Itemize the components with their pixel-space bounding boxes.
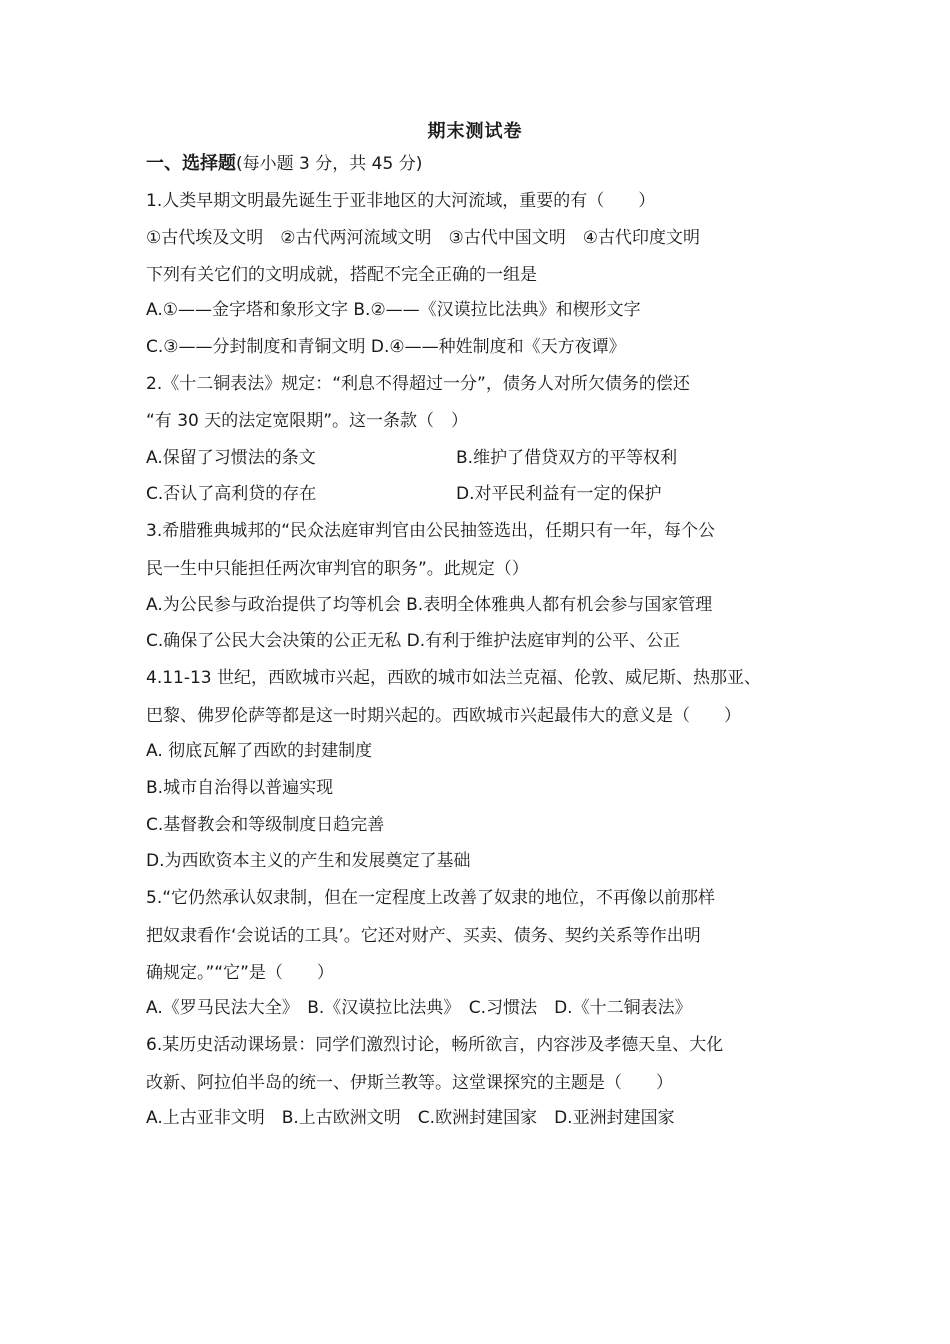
q4-option-c: C.基督教会和等级制度日趋完善 bbox=[146, 815, 385, 835]
q2-options-ab bbox=[146, 446, 806, 470]
q3-options-ab: A.为公民参与政治提供了均等机会 B.表明全体雅典人都有机会参与国家管理 bbox=[146, 595, 713, 615]
q2-option-b: B.维护了借贷双方的平等权利 bbox=[456, 448, 678, 468]
q1-options-cd: C.③——分封制度和青铜文明 D.④——种姓制度和《天方夜谭》 bbox=[146, 337, 626, 357]
q6-options: A.上古亚非文明 B.上古欧洲文明 C.欧洲封建国家 D.亚洲封建国家 bbox=[146, 1108, 675, 1128]
section-heading bbox=[146, 152, 422, 176]
q5-stem-2: 把奴隶看作‘会说话的工具’。它还对财产、买卖、债务、契约关系等作出明 bbox=[146, 926, 701, 946]
q6-stem-2: 改新、阿拉伯半岛的统一、伊斯兰教等。这堂课探究的主题是（ ） bbox=[146, 1073, 673, 1093]
q1-options-ab: A.①——金字塔和象形文字 B.②——《汉谟拉比法典》和楔形文字 bbox=[146, 300, 641, 320]
q2-stem-2: “有 30 天的法定宽限期”。这一条款（ ） bbox=[146, 411, 469, 431]
q2-options-cd bbox=[146, 482, 806, 506]
q4-option-a: A. 彻底瓦解了西欧的封建制度 bbox=[146, 741, 373, 761]
q4-option-b: B.城市自治得以普遍实现 bbox=[146, 778, 334, 798]
q6-stem-1: 6.某历史活动课场景：同学们激烈讨论，畅所欲言，内容涉及孝德天皇、大化 bbox=[146, 1035, 724, 1055]
q2-stem-1: 2.《十二铜表法》规定：“利息不得超过一分”，债务人对所欠债务的偿还 bbox=[146, 374, 690, 394]
section-note: (每小题 3 分，共 45 分) bbox=[236, 154, 423, 174]
section-title: 一、选择题 bbox=[146, 153, 236, 174]
page-title: 期末测试卷 bbox=[427, 121, 523, 142]
q2-option-c: C.否认了高利贷的存在 bbox=[146, 484, 317, 504]
q5-stem-1: 5.“它仍然承认奴隶制，但在一定程度上改善了奴隶的地位，不再像以前那样 bbox=[146, 888, 716, 908]
q3-stem-2: 民一生中只能担任两次审判官的职务”。此规定（） bbox=[146, 559, 529, 579]
q2-option-a: A.保留了习惯法的条文 bbox=[146, 448, 316, 468]
q4-stem-2: 巴黎、佛罗伦萨等都是这一时期兴起的。西欧城市兴起最伟大的意义是（ ） bbox=[146, 706, 741, 726]
q1-items: ①古代埃及文明 ②古代两河流域文明 ③古代中国文明 ④古代印度文明 bbox=[146, 228, 700, 248]
q4-option-d: D.为西欧资本主义的产生和发展奠定了基础 bbox=[146, 851, 471, 871]
q3-stem-1: 3.希腊雅典城邦的“民众法庭审判官由公民抽签选出，任期只有一年，每个公 bbox=[146, 521, 716, 541]
q1-stem2: 下列有关它们的文明成就，搭配不完全正确的一组是 bbox=[146, 265, 537, 285]
q1-stem: 1.人类早期文明最先诞生于亚非地区的大河流域，重要的有（ ） bbox=[146, 191, 656, 211]
q2-option-d: D.对平民利益有一定的保护 bbox=[456, 484, 662, 504]
q3-options-cd: C.确保了公民大会决策的公正无私 D.有利于维护法庭审判的公平、公正 bbox=[146, 631, 681, 651]
q5-stem-3: 确规定。”“它”是（ ） bbox=[146, 963, 334, 983]
q5-options: A.《罗马民法大全》 B.《汉谟拉比法典》 C.习惯法 D.《十二铜表法》 bbox=[146, 998, 692, 1018]
q4-stem-1: 4.11-13 世纪，西欧城市兴起，西欧的城市如法兰克福、伦敦、威尼斯、热那亚、 bbox=[146, 668, 762, 688]
